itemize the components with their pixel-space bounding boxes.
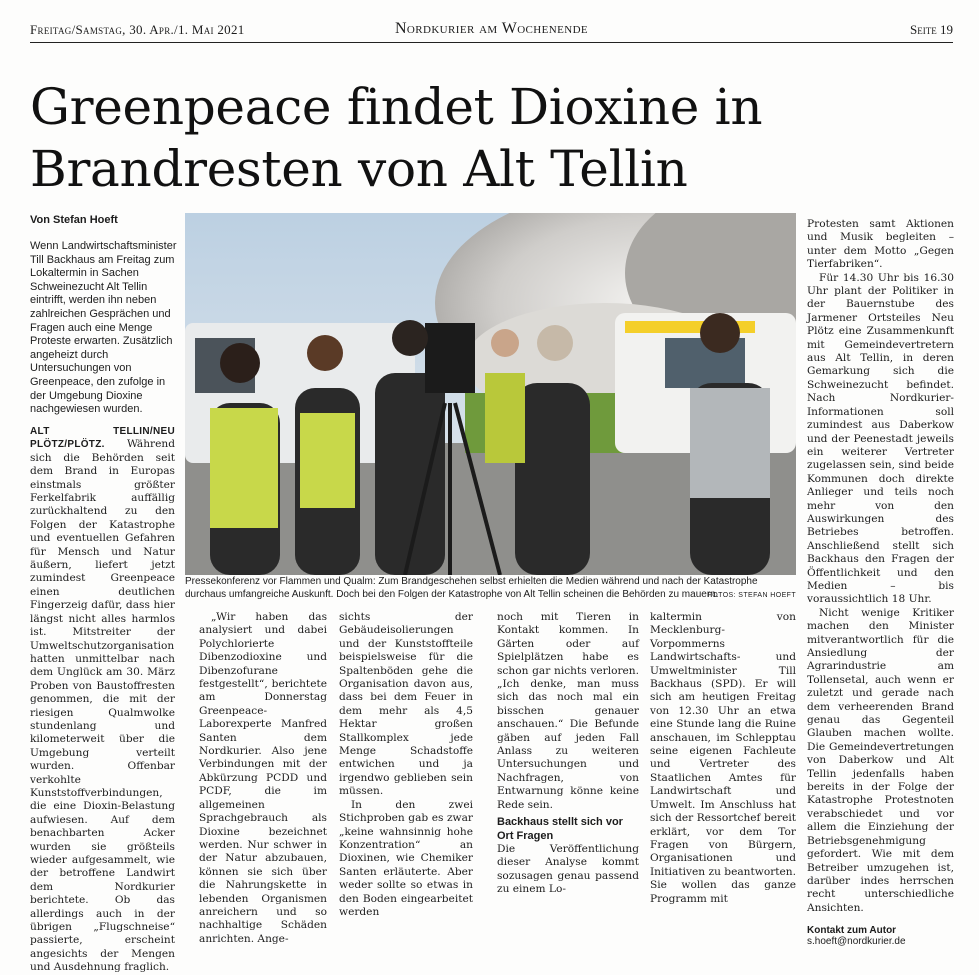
page-number: Seite 19: [910, 22, 953, 37]
page-header: [30, 20, 953, 43]
column-3: [339, 611, 473, 919]
column-4-paragraph-1: noch mit Tieren in Kontakt kommen. In Gärten oder auf Spielplätzen habe es schon gar nichts verloren. „Ich denke, man muss sich das noch mal ein bisschen genauer anschauen.“ Die Befunde gäben auf jeden Fall Anlass zu weiteren Untersuchungen und Nachfragen, von Entwarnung könne keine Rede sein.: [497, 611, 639, 811]
column-6-paragraph-3: Nicht wenige Kritiker machen den Minister mitverantwortlich für die Ansiedlung der Agrarindustrie am Tollensetal, auch wenn er zuletzt und gerade nach dem verheerenden Brand genau das Gegenteil Glauben machen wollte. Die Gemeindevertretungen von Daberkow und Alt Tellin jedenfalls haben bereits in der Folge der Katastrophe Protestnoten verabschiedet und vor allem die Einziehung der Betriebsgenehmigung gefordert. Wie mit dem Betreiber umzugehen ist, darüber indes herrschen recht unterschiedliche Ansichten.: [807, 606, 954, 914]
column-1: [30, 425, 175, 975]
column-1-body: Während sich die Behörden seit dem Brand in Europas einstmals größter Ferkelfabrik auffällig zurückhaltend zu den Folgen der Katastrophe und eventuellen Gefahren für Mensch und Natur äußern, liefert jetzt zumindest Greenpeace einen deutlichen Fingerzeig dafür, dass hier längst nicht alles harmlos ist. Mitstreiter der Umweltschutzorganisation hatten unmittelbar nach dem Unglück am 30. März Proben von Baustoffresten genommen, die mit der riesigen Qualmwolke stundenlang und kilometerweit über die Umgebung verteilt wurden. Offenbar verkohlte Kunststoffverbindungen, die eine Dioxin-Belastung aufwiesen. Auf dem benachbarten Acker wurden sie größteils wieder aufgesammelt, wie der betroffene Landwirt dem Nordkurier berichtete. Ob das allerdings auch in der übrigen „Flugschneise“ passierte, erscheint angesichts der Mengen und Ausdehnung fraglich.: [30, 438, 175, 974]
photo-caption: Pressekonferenz vor Flammen und Qualm: Zum Brandgeschehen selbst erhielten die Medien während und nach der Katastrophe durchaus umfangreiche Auskunft. Doch bei den Folgen der Katastrophe von Alt Tellin scheinen die Behörden zu mauern.: [185, 576, 758, 600]
subheading: Backhaus stellt sich vor Ort Fragen: [497, 816, 623, 842]
column-5-text: kaltermin von Mecklenburg-Vorpommerns Landwirtschafts- und Umweltminister Till Backhaus (SPD). Er will sich am heutigen Freitag von 12.30 Uhr an etwa eine Stunde lang die Ruine anschauen, im Schlepptau seine eigenen Fachleute und Vertreter des Staatlichen Amtes für Landwirtschaft und Umwelt. Im Anschluss hat sich der Ressortchef bereit erklärt, vor dem Tor Fragen von Bürgern, Organisationen und Initiativen zu beantworten. Sie wollen das ganze Programm mit: [650, 611, 796, 905]
byline: Von Stefan Hoeft: [30, 214, 118, 226]
column-6-paragraph-2: Für 14.30 Uhr bis 16.30 Uhr plant der Politiker in der Bauernstube des Jarmener Ortsteiles Neu Plötz eine Zusammenkunft mit Gemeindevertretern aus Alt Tellin, in deren Gemarkung sich die Schweinezucht befindet. Nach Nordkurier-Informationen soll zumindest aus Daberkow und der Peenestadt jeweils ein weiterer Vertreter zugelassen sein, sind beide Kommunen doch direkte Anlieger und teils noch mehr von den Auswirkungen des Betriebes betroffen. Anschließend stellt sich Backhaus den Fragen der Öffentlichkeit und den Medien – bis voraussichtlich 18 Uhr.: [807, 271, 954, 606]
column-3-paragraph-1: sichts der Gebäudeisolierungen und der Kunststoffteile beispielsweise für die Spaltenböden gehe die Organisation davon aus, dass bei dem Feuer in dem mehr als 4,5 Hektar großen Stallkomplex jede Menge Schadstoffe entwichen und ja irgendwo geblieben sein müssen.: [339, 611, 473, 798]
dateline: ALT TELLIN/NEU PLÖTZ/PLÖTZ.: [30, 426, 175, 451]
column-3-paragraph-2: In den zwei Stichproben gab es zwar „keine wahnsinnig hohe Konzentration“ an Dioxinen, wie Chemiker Santen erläuterte. Aber weder sollte so etwas in den Boden eingearbeitet werden: [339, 798, 473, 918]
author-email[interactable]: s.hoeft@nordkurier.de: [807, 936, 906, 948]
newspaper-name: Nordkurier am Wochenende: [394, 20, 589, 37]
issue-date: Freitag/Samstag, 30. Apr./1. Mai 2021: [30, 22, 245, 37]
contact-heading: Kontakt zum Autor: [807, 925, 897, 937]
column-2-text: „Wir haben das analysiert und dabei Polychlorierte Dibenzodioxine und Dibenzofurane festgestellt“, berichtete am Donnerstag Greenpeace-Laborexperte Manfred Santen dem Nordkurier. Also jene Verbindungen mit der Abkürzung PCDD und PCDF, die im allgemeinen Sprachgebrauch als Dioxine bezeichnet werden. Nur schwer in der Natur abzubauen, können sie sich über die Nahrungskette in lebenden Organismen anreichern und so nachhaltige Schäden anrichten. Ange-: [199, 611, 327, 945]
article-headline: Greenpeace findet Dioxine in Brandresten von Alt Tellin: [30, 78, 763, 198]
column-6-paragraph-1: Protesten samt Aktionen und Musik begleiten – unter dem Motto „Gegen Tierfabriken“.: [807, 218, 954, 271]
column-2: [199, 611, 327, 946]
column-6: [807, 218, 954, 947]
press-conference-photo: [185, 213, 796, 575]
column-5: [650, 611, 796, 906]
column-1-text: [30, 425, 175, 975]
photo-illustration: [185, 213, 796, 575]
article-intro: Wenn Landwirtschaftsminister Till Backhaus am Freitag zum Lokaltermin in Sachen Schweinezucht Alt Tellin eintrifft, werden ihn neben zahlreichen Gesprächen und Fragen auch eine Menge Proteste erwarten. Zusätzlich angeheizt durch Untersuchungen von Greenpeace, den zufolge in der Umgebung Dioxine nachgewiesen wurden.: [30, 240, 177, 416]
photo-credit: FOTOS: STEFAN HOEFT: [707, 592, 796, 599]
column-4-paragraph-2: Die Veröffentlichung dieser Analyse kommt sozusagen genau passend zu einem Lo-: [497, 842, 639, 896]
